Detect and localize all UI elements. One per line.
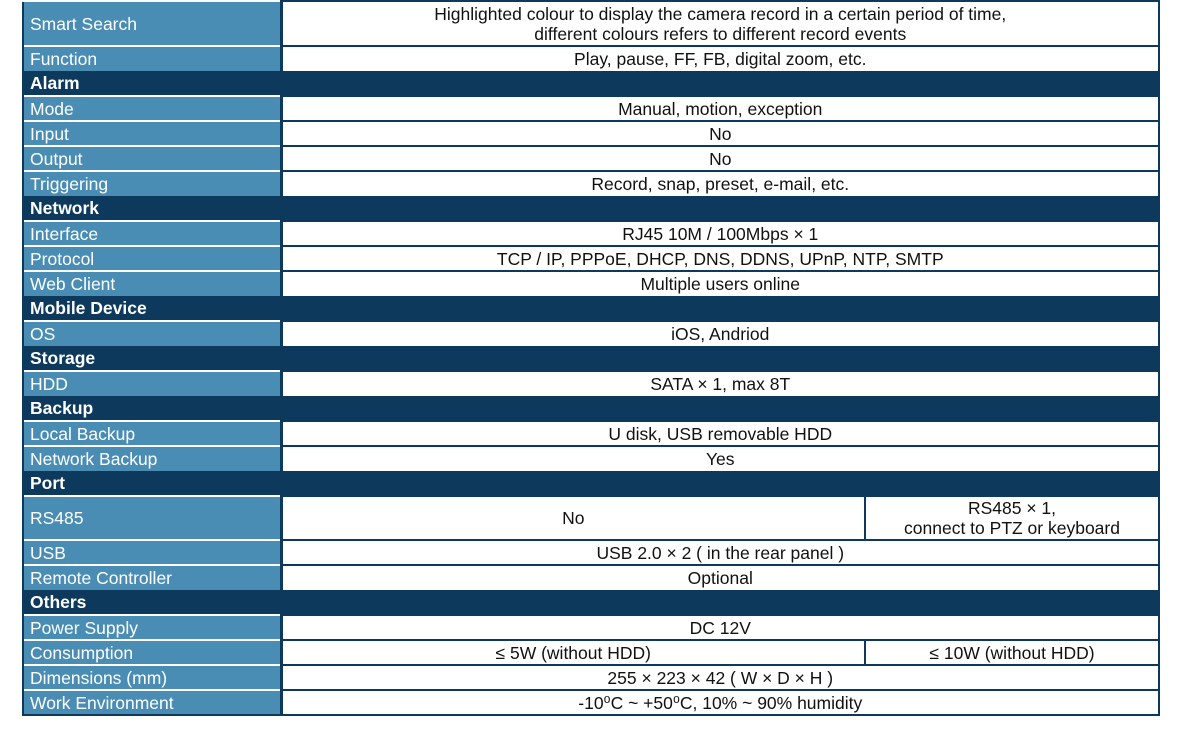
spec-value: Optional <box>281 565 1159 590</box>
spec-value: Play, pause, FF, FB, digital zoom, etc. <box>281 46 1159 71</box>
spec-label: Web Client <box>23 271 281 296</box>
spec-value: -10⁰C ~ +50⁰C, 10% ~ 90% humidity <box>281 690 1159 715</box>
section-heading: Others <box>23 590 1159 615</box>
spec-row-rs485 <box>23 496 1159 540</box>
spec-label: RS485 <box>23 496 281 540</box>
spec-row-consumption <box>23 640 1159 665</box>
spec-value: U disk, USB removable HDD <box>281 421 1159 446</box>
spec-row-work-environment <box>23 690 1159 715</box>
spec-label: Function <box>23 46 281 71</box>
section-port <box>23 471 1159 496</box>
spec-label: Interface <box>23 221 281 246</box>
spec-row-remote-controller <box>23 565 1159 590</box>
spec-label: Output <box>23 146 281 171</box>
section-mobile-device <box>23 296 1159 321</box>
section-network <box>23 196 1159 221</box>
spec-value: Highlighted colour to display the camera record in a certain period of time, different colours refers to different record events <box>281 1 1159 46</box>
spec-label: Work Environment <box>23 690 281 715</box>
spec-label: Consumption <box>23 640 281 665</box>
section-heading: Alarm <box>23 71 1159 96</box>
spec-label: Dimensions (mm) <box>23 665 281 690</box>
spec-value: DC 12V <box>281 615 1159 640</box>
spec-label: Remote Controller <box>23 565 281 590</box>
spec-value: RS485 × 1, connect to PTZ or keyboard <box>865 496 1159 540</box>
spec-value: iOS, Andriod <box>281 321 1159 346</box>
spec-row-dimensions-mm <box>23 665 1159 690</box>
spec-row-power-supply <box>23 615 1159 640</box>
spec-value: No <box>281 146 1159 171</box>
section-heading: Storage <box>23 346 1159 371</box>
spec-label: Triggering <box>23 171 281 196</box>
spec-value: SATA × 1, max 8T <box>281 371 1159 396</box>
spec-value: No <box>281 121 1159 146</box>
spec-row-network-backup <box>23 446 1159 471</box>
spec-value: No <box>281 496 865 540</box>
spec-value: ≤ 5W (without HDD) <box>281 640 865 665</box>
section-backup <box>23 396 1159 421</box>
spec-label: Smart Search <box>23 1 281 46</box>
spec-row-smart-search <box>23 1 1159 46</box>
spec-row-output <box>23 146 1159 171</box>
spec-label: OS <box>23 321 281 346</box>
spec-value: TCP / IP, PPPoE, DHCP, DNS, DDNS, UPnP, NTP, SMTP <box>281 246 1159 271</box>
spec-value: 255 × 223 × 42 ( W × D × H ) <box>281 665 1159 690</box>
spec-row-usb <box>23 540 1159 565</box>
spec-label: HDD <box>23 371 281 396</box>
spec-label: Input <box>23 121 281 146</box>
spec-label: USB <box>23 540 281 565</box>
section-alarm <box>23 71 1159 96</box>
spec-value: Manual, motion, exception <box>281 96 1159 121</box>
spec-row-interface <box>23 221 1159 246</box>
spec-value: Multiple users online <box>281 271 1159 296</box>
spec-label: Local Backup <box>23 421 281 446</box>
spec-value: RJ45 10M / 100Mbps × 1 <box>281 221 1159 246</box>
spec-label: Network Backup <box>23 446 281 471</box>
spec-row-os <box>23 321 1159 346</box>
spec-row-function <box>23 46 1159 71</box>
spec-row-input <box>23 121 1159 146</box>
spec-row-protocol <box>23 246 1159 271</box>
spec-value: ≤ 10W (without HDD) <box>865 640 1159 665</box>
spec-row-hdd <box>23 371 1159 396</box>
spec-label: Mode <box>23 96 281 121</box>
spec-value: USB 2.0 × 2 ( in the rear panel ) <box>281 540 1159 565</box>
section-heading: Mobile Device <box>23 296 1159 321</box>
spec-row-triggering <box>23 171 1159 196</box>
section-heading: Network <box>23 196 1159 221</box>
section-storage <box>23 346 1159 371</box>
spec-row-web-client <box>23 271 1159 296</box>
spec-value: Yes <box>281 446 1159 471</box>
section-heading: Port <box>23 471 1159 496</box>
spec-table-body <box>23 1 1159 715</box>
spec-row-local-backup <box>23 421 1159 446</box>
section-others <box>23 590 1159 615</box>
spec-value: Record, snap, preset, e-mail, etc. <box>281 171 1159 196</box>
spec-label: Power Supply <box>23 615 281 640</box>
spec-table <box>22 0 1160 716</box>
spec-label: Protocol <box>23 246 281 271</box>
spec-row-mode <box>23 96 1159 121</box>
spec-table-wrapper <box>22 0 1158 716</box>
section-heading: Backup <box>23 396 1159 421</box>
